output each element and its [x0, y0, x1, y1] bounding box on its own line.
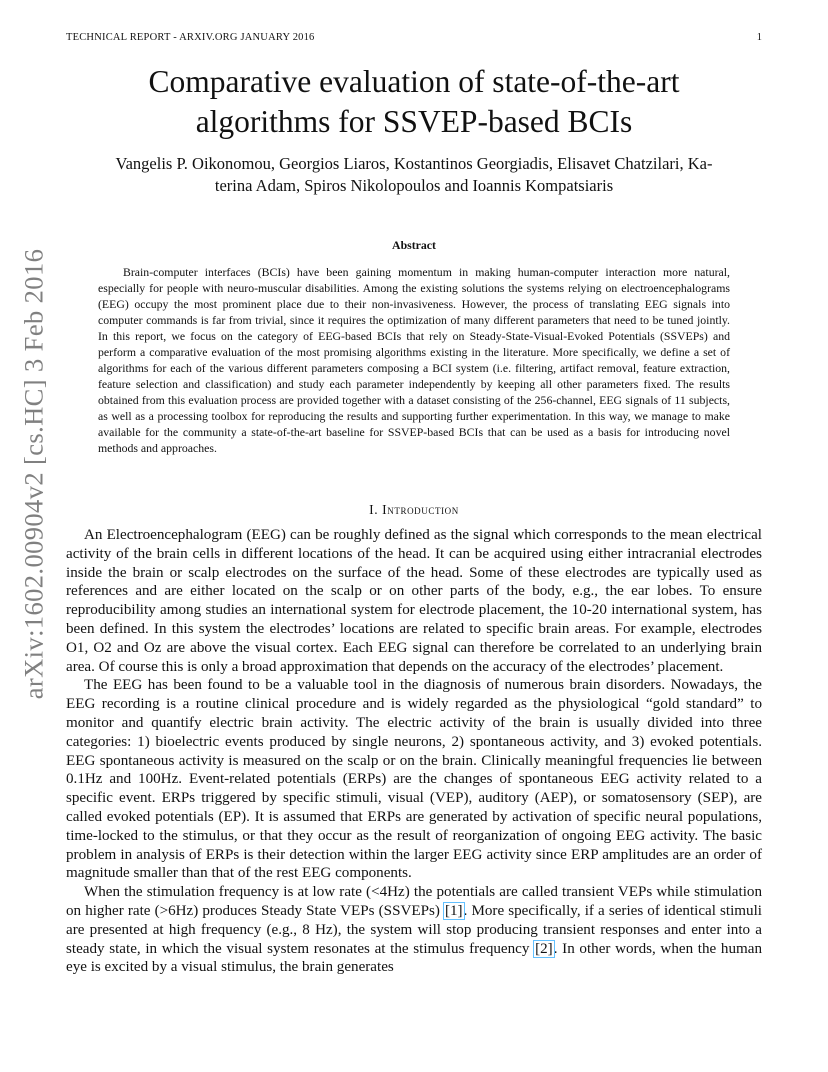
citation-link-2[interactable]: [2]	[535, 940, 553, 957]
paper-title	[66, 62, 762, 142]
running-header: TECHNICAL REPORT - ARXIV.ORG JANUARY 2016	[66, 32, 315, 43]
paragraph-3-text-c: . In other words, when the human eye is excited by a visual stimulus, the brain generates	[66, 940, 762, 976]
author-line-1: Vangelis P. Oikonomou, Georgios Liaros, Kostantinos Georgiadis, Elisavet Chatzilari, Ka-	[115, 154, 713, 173]
paragraph-2: The EEG has been found to be a valuable tool in the diagnosis of numerous brain disorders. Nowadays, the EEG recording is a routine clinical procedure and is widely regarded as the physiological “gold standard” to monitor and quantify electric brain activity. The electric activity of the brain is usually divided into three categories: 1) bioelectric events produced by single neurons, 2) spontaneous activity, and 3) evoked potentials. EEG spontaneous activity is measured on the scalp or on the brain. Clinically meaningful frequencies lie between 0.1Hz and 100Hz. Event-related potentials (ERPs) are the changes of spontaneous EEG activity related to a specific event. ERPs triggered by specific stimuli, visual (VEP), auditory (AEP), or somatosensory (SEP), are called evoked potentials (EP). It is assumed that ERPs are generated by activation of specific neural populations, time-locked to the stimulus, or that they occur as the result of reorganization of ongoing EEG activity. The basic problem in analysis of ERPs is their detection within the larger EEG activity since ERP amplitudes are an order of magnitude smaller than that of the rest EEG components.	[66, 677, 762, 882]
author-list	[66, 153, 762, 197]
section-title: Introduction	[382, 502, 459, 517]
abstract-text: Brain-computer interfaces (BCIs) have been gaining momentum in making human-computer interaction more natural, especially for people with neuro-muscular disabilities. Among the existing solutions the systems relying on electroencephalograms (EEG) occupy the most prominent place due to their non-invasiveness. However, the process of translating EEG signals into computer commands is far from trivial, since it requires the optimization of many different parameters that need to be tuned jointly. In this report, we focus on the category of EEG-based BCIs that rely on Steady-State-Visual-Evoked Potentials (SSVEPs) and perform a comparative evaluation of the most promising algorithms existing in the literature. More specifically, we define a set of algorithms for each of the various different parameters composing a BCI system (i.e. filtering, artifact removal, feature extraction, feature selection and classification) and study each parameter independently by keeping all other parameters fixed. The results obtained from this evaluation process are provided together with a dataset consisting of the 256-channel, EEG signals of 11 subjects, as well as a processing toolbox for reproducing the results and supporting further experimentation. In this way, we manage to make available for the community a state-of-the-art baseline for SSVEP-based BCIs that can be used as a basis for introducing novel methods and approaches.	[98, 265, 730, 455]
title-line-1: Comparative evaluation of state-of-the-art	[148, 64, 680, 99]
body-text	[66, 526, 762, 977]
paragraph-3	[66, 883, 762, 977]
title-line-2: algorithms for SSVEP-based BCIs	[195, 104, 633, 139]
section-heading-introduction	[66, 502, 762, 518]
abstract-heading: Abstract	[392, 238, 436, 252]
paragraph-1: An Electroencephalogram (EEG) can be roughly defined as the signal which corresponds to the mean electrical activity of the brain cells in different locations of the head. It can be acquired using either intracranial electrodes inside the brain or scalp electrodes on the surface of the head. Some of these electrodes are typically used as references and are either located on the scalp or on other parts of the body, e.g., the ear lobes. To ensure reproducibility among studies an international system for electrode placement, the 10-20 international system, has been defined. In this system the electrodes’ locations are related to specific brain areas. For example, electrodes O1, O2 and Oz are above the visual cortex. Each EEG signal can therefore be correlated to an underlying brain area. Of course this is only a broad approximation that depends on the accuracy of the electrodes’ placement.	[66, 527, 762, 675]
author-line-2: terina Adam, Spiros Nikolopoulos and Ioannis Kompatsiaris	[214, 176, 614, 195]
paragraph-3-text-a: When the stimulation frequency is at low rate (<4Hz) the potentials are called transient VEPs while stimulation on higher rate (>6Hz) produces Steady State VEPs (SSVEPs)	[66, 884, 762, 919]
arxiv-identifier-stamp: arXiv:1602.00904v2 [cs.HC] 3 Feb 2016	[18, 248, 49, 700]
section-numeral: I.	[369, 502, 383, 517]
page-number: 1	[756, 32, 762, 43]
paragraph-3-text-b: . More specifically, if a series of identical stimuli are presented at high frequency (e.g., 8 Hz), the system will stop producing transient responses and enter into a steady state, in which the visual system resonates at the stimulus frequency	[66, 902, 762, 957]
citation-link-1[interactable]: [1]	[444, 902, 463, 919]
